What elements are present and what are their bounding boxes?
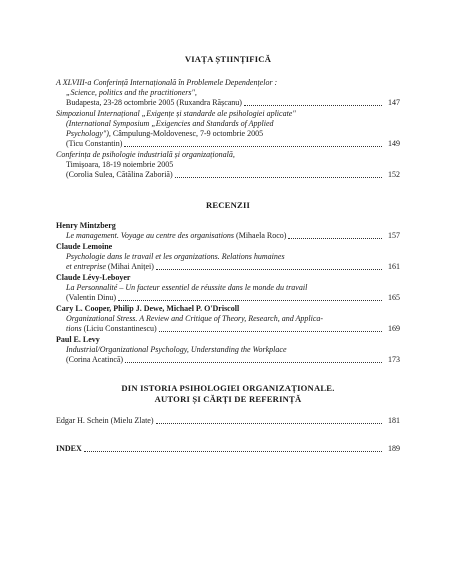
entry-author: Paul E. Levy: [56, 335, 100, 344]
entry-detail: Timișoara, 18-19 noiembrie 2005: [66, 160, 174, 169]
entry-title: Le management. Voyage au centre des organisations: [66, 231, 235, 240]
toc-entry[interactable]: [56, 273, 400, 303]
entry-reviewer: (Corina Acatincă): [66, 355, 124, 364]
page-number: 149: [388, 139, 400, 148]
entry-title: tions: [66, 324, 82, 333]
entry-title: Edgar H. Schein (Mielu Zlate): [56, 416, 154, 425]
entry-reviewer: (Mihai Aniței): [105, 262, 154, 271]
entry-detail: Budapesta, 23-28 octombrie 2005 (Ruxandra Rășcanu): [66, 98, 242, 107]
entry-title: Psychology"): [66, 129, 109, 138]
entry-title: Organizational Stress. A Review and Critique of Theory, Research, and Applica-: [66, 314, 324, 323]
entry-author: Cary L. Cooper, Philip J. Dewe, Michael P. O'Driscoll: [56, 304, 240, 313]
dot-leader: [118, 300, 382, 301]
page-number: 147: [388, 98, 400, 107]
dot-leader: [84, 451, 382, 452]
page-number: 161: [388, 262, 400, 271]
page-number: 152: [388, 170, 400, 179]
page-number: 169: [388, 324, 400, 333]
entry-title: Psychologie dans le travail et les organizations. Relations humaines: [66, 252, 285, 261]
page-number: 189: [388, 444, 400, 453]
page-number: 165: [388, 293, 400, 302]
toc-entry[interactable]: [56, 335, 400, 365]
entry-author: Claude Lemoine: [56, 242, 113, 251]
section-title: VIAȚA ȘTIINȚIFICĂ: [184, 54, 272, 64]
dot-leader: [156, 269, 382, 270]
entry-detail: (Corolia Sulea, Cătălina Zaboriă): [66, 170, 173, 179]
table-of-contents: [56, 54, 400, 455]
dot-leader: [124, 146, 382, 147]
dot-leader: [244, 105, 382, 106]
toc-entry[interactable]: [56, 78, 400, 108]
section-title: DIN ISTORIA PSIHOLOGIEI ORGANIZAȚIONALE.: [121, 383, 335, 393]
dot-leader: [175, 177, 382, 178]
entry-reviewer: (Liciu Constantinescu): [81, 324, 157, 333]
toc-entry[interactable]: [56, 221, 400, 241]
entry-title: (International Symposium „Exigencies and Standards of Applied: [66, 119, 274, 128]
entry-reviewer: (Valentin Dinu): [66, 293, 116, 302]
entry-detail: , Câmpulung-Moldovenesc, 7-9 octombrie 2005: [108, 129, 264, 138]
entry-title: „Science, politics and the practitioners",: [66, 88, 197, 97]
page-number: 157: [388, 231, 400, 240]
entry-title: Industrial/Organizational Psychology, Understanding the Workplace: [66, 345, 287, 354]
entry-author: Henry Mintzberg: [56, 221, 116, 230]
section-title: RECENZII: [205, 200, 251, 210]
section-title: AUTORI ȘI CĂRȚI DE REFERINȚĂ: [154, 394, 302, 404]
entry-title: La Personnalité – Un facteur essentiel de réussite dans le monde du travail: [66, 283, 308, 292]
entry-title: et entreprise: [66, 262, 106, 271]
entry-title: A XLVIII-a Conferință Internațională în Problemele Dependențelor :: [56, 78, 278, 87]
dot-leader: [156, 423, 382, 424]
page-number: 181: [388, 416, 400, 425]
entry-title: Simpozionul Internațional „Exigențe și standarde ale psihologiei aplicate": [56, 109, 296, 118]
page-number: 173: [388, 355, 400, 364]
entry-author: Claude Lévy-Leboyer: [56, 273, 131, 282]
toc-entry[interactable]: [56, 109, 400, 149]
entry-title: Conferința de psihologie industrială și organizațională,: [56, 150, 235, 159]
entry-title: INDEX: [56, 444, 82, 453]
toc-entry[interactable]: [56, 416, 400, 426]
toc-entry[interactable]: [56, 242, 400, 272]
dot-leader: [288, 238, 382, 239]
toc-entry[interactable]: [56, 150, 400, 180]
dot-leader: [125, 362, 382, 363]
toc-entry[interactable]: [56, 304, 400, 334]
dot-leader: [159, 331, 382, 332]
entry-reviewer: (Mihaela Roco): [234, 231, 287, 240]
toc-entry-index[interactable]: [56, 444, 400, 454]
entry-detail: (Ticu Constantin): [66, 139, 123, 148]
